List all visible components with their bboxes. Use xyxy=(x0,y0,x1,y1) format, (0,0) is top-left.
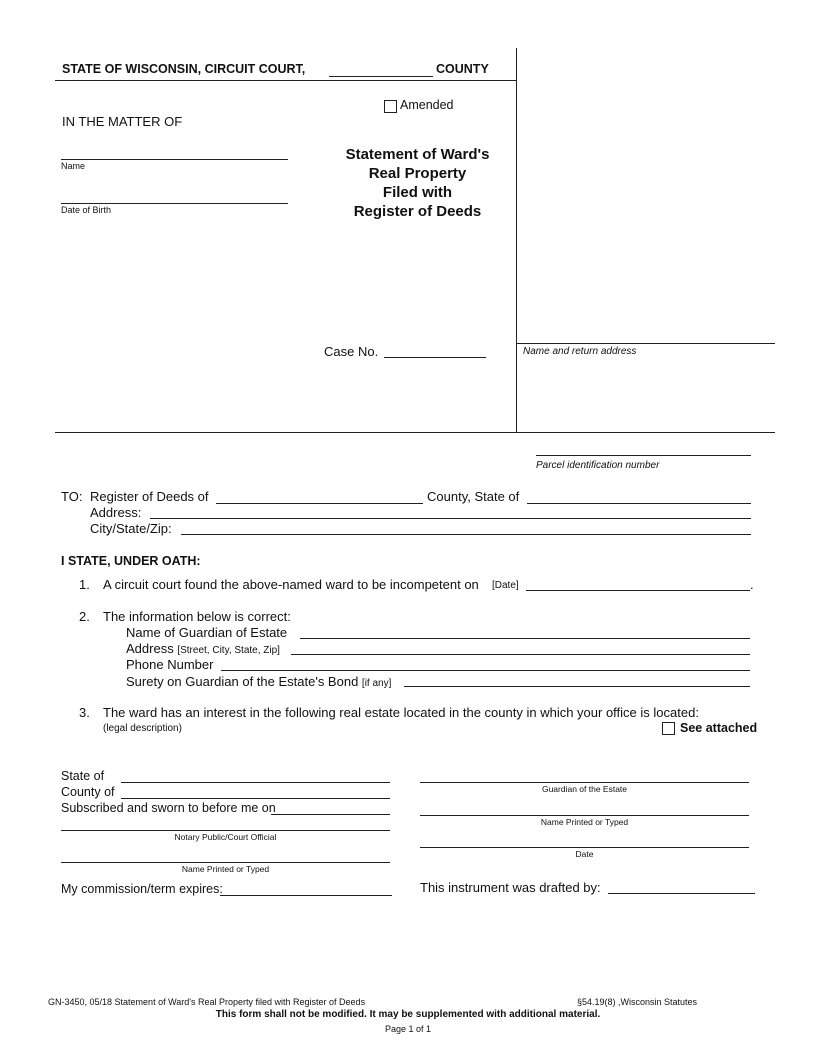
surety-field[interactable] xyxy=(404,686,750,687)
county-of-field[interactable] xyxy=(121,798,390,799)
phone-number-field[interactable] xyxy=(221,670,750,671)
caption-divider-vertical xyxy=(516,48,517,432)
subscribed-label: Subscribed and sworn to before me on xyxy=(61,801,276,815)
item-1-text: A circuit court found the above-named ward to be incompetent on xyxy=(103,577,479,592)
guardian-printed-label: Name Printed or Typed xyxy=(540,817,629,827)
item-2-text: The information below is correct: xyxy=(103,609,291,624)
to-label: TO: xyxy=(61,489,83,504)
to-address-label: Address: xyxy=(90,505,142,520)
register-county-field[interactable] xyxy=(216,503,423,504)
amended-checkbox[interactable] xyxy=(384,100,397,113)
court-heading-county: COUNTY xyxy=(436,62,489,76)
guardian-signature-label: Guardian of the Estate xyxy=(541,784,628,794)
footer-form-id xyxy=(48,997,365,1007)
notary-label: Notary Public/Court Official xyxy=(174,832,277,842)
footer-statute: §54.19(8) ,Wisconsin Statutes xyxy=(577,997,698,1007)
case-no-field[interactable] xyxy=(384,357,486,358)
court-heading-left: STATE OF WISCONSIN, CIRCUIT COURT, xyxy=(62,62,306,76)
item-3-number: 3. xyxy=(79,705,90,720)
footer-form-title: of Ward's Real Property filed with Register of Deeds xyxy=(158,997,366,1007)
parcel-id-label: Parcel identification number xyxy=(536,460,660,471)
return-address-line xyxy=(516,343,775,344)
signature-date-label: Date xyxy=(575,849,594,859)
drafted-by-label: This instrument was drafted by: xyxy=(420,880,601,895)
case-no-label: Case No. xyxy=(324,344,379,359)
form-title-line-2: Real Property xyxy=(368,165,467,182)
item-3-text: The ward has an interest in the following real estate located in the county in which your office is located: xyxy=(103,705,699,720)
state-of-label: State of xyxy=(61,769,105,783)
guardian-name-field[interactable] xyxy=(300,638,750,639)
footer-form-number: GN-3450, 05/18 Statement xyxy=(48,997,156,1007)
item-1-date-hint: [Date] xyxy=(492,580,519,591)
form-title-line-3: Filed with xyxy=(382,184,453,201)
surety-text: Surety on Guardian of the Estate's Bond xyxy=(126,674,359,689)
surety-hint: [if any] xyxy=(361,678,392,689)
footer-notice: This form shall not be modified. It may be supplemented with additional material. xyxy=(215,1009,601,1020)
to-city-label: City/State/Zip: xyxy=(90,521,172,536)
item-2-number: 2. xyxy=(79,609,90,624)
see-attached-checkbox[interactable] xyxy=(662,722,675,735)
court-heading xyxy=(62,62,305,76)
state-of-field[interactable] xyxy=(121,782,390,783)
footer-page: Page 1 of 1 xyxy=(384,1024,432,1034)
form-title-line-1: Statement of Ward's xyxy=(345,146,490,163)
parcel-id-field[interactable] xyxy=(536,455,751,456)
register-of-deeds-label: Register of Deeds of xyxy=(90,489,209,504)
commission-field[interactable] xyxy=(220,895,392,896)
drafted-by-field[interactable] xyxy=(608,893,755,894)
register-state-field[interactable] xyxy=(527,503,751,504)
guardian-address-field[interactable] xyxy=(291,654,750,655)
form-title-line-4: Register of Deeds xyxy=(353,203,482,220)
in-matter-label: IN THE MATTER OF xyxy=(62,114,183,129)
notary-name-line[interactable] xyxy=(61,862,390,863)
name-label: Name xyxy=(61,161,86,171)
surety-label xyxy=(126,674,391,689)
guardian-address-label xyxy=(126,641,280,656)
item-1-period: . xyxy=(750,577,754,592)
form-title xyxy=(330,145,505,221)
dob-label: Date of Birth xyxy=(61,205,112,215)
amended-label: Amended xyxy=(400,98,454,112)
notary-name-label: Name Printed or Typed xyxy=(181,864,270,874)
heading-underline xyxy=(55,80,516,81)
caption-bottom-line xyxy=(55,432,775,433)
guardian-address-hint: [Street, City, State, Zip] xyxy=(177,645,280,656)
subscribed-date-field[interactable] xyxy=(271,814,390,815)
ward-name-field[interactable] xyxy=(61,159,288,160)
item-1-number: 1. xyxy=(79,577,90,592)
guardian-printed-line[interactable] xyxy=(420,815,749,816)
guardian-address-text: Address xyxy=(126,641,174,656)
guardian-name-label: Name of Guardian of Estate xyxy=(126,625,288,640)
commission-label: My commission/term expires: xyxy=(61,882,223,896)
county-name-field[interactable] xyxy=(329,76,433,77)
notary-signature-line[interactable] xyxy=(61,830,390,831)
to-address-field[interactable] xyxy=(150,518,751,519)
guardian-signature-line[interactable] xyxy=(420,782,749,783)
see-attached-label: See attached xyxy=(680,721,758,735)
to-city-field[interactable] xyxy=(181,534,751,535)
oath-heading: I STATE, UNDER OATH: xyxy=(61,554,201,568)
signature-date-line[interactable] xyxy=(420,847,749,848)
county-state-label: County, State of xyxy=(427,489,520,504)
county-of-label: County of xyxy=(61,785,115,799)
return-address-label: Name and return address xyxy=(523,346,637,357)
incompetent-date-field[interactable] xyxy=(526,590,750,591)
phone-number-label: Phone Number xyxy=(126,657,214,672)
date-of-birth-field[interactable] xyxy=(61,203,288,204)
legal-description-label: (legal description) xyxy=(103,723,182,734)
